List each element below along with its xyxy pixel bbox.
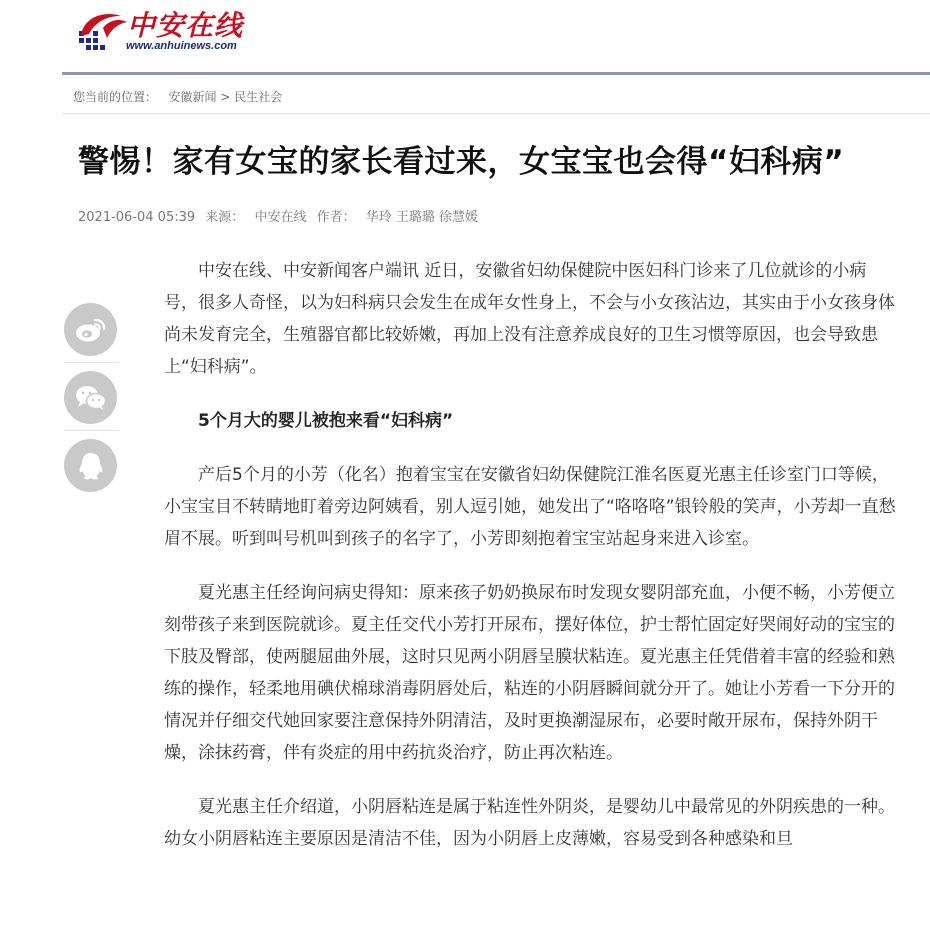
article-meta bbox=[78, 206, 484, 225]
article-paragraph: 夏光惠主任介绍道，小阴唇粘连是属于粘连性外阴炎，是婴幼儿中最常见的外阴疾患的一种。幼女小阴唇粘连主要原因是清洁不佳，因为小阴唇上皮薄嫩，容易受到各种感染和旦 bbox=[164, 797, 895, 849]
header-divider bbox=[62, 72, 930, 75]
logo-text: 中安在线 bbox=[127, 9, 244, 42]
logo-mark-icon bbox=[73, 8, 131, 56]
qq-icon bbox=[77, 451, 105, 481]
share-divider bbox=[64, 362, 119, 363]
share-wechat-button[interactable] bbox=[64, 371, 117, 424]
article-body bbox=[164, 255, 898, 877]
breadcrumb-item-livelihood[interactable]: 民生社会 bbox=[234, 90, 283, 104]
article-authors: 华玲 王璐璐 徐慧媛 bbox=[365, 210, 479, 225]
source-label: 来源： bbox=[205, 210, 245, 225]
author-label: 作者： bbox=[316, 210, 356, 225]
article-title: 警惕！家有女宝的家长看过来，女宝宝也会得“妇科病” bbox=[78, 144, 845, 180]
breadcrumb bbox=[73, 88, 282, 105]
article-source: 中安在线 bbox=[254, 210, 307, 225]
article-subheading: 5个月大的婴儿被抱来看“妇科病” bbox=[198, 411, 454, 431]
logo-url: www.anhuinews.com bbox=[126, 40, 237, 52]
share-qq-button[interactable] bbox=[64, 439, 117, 492]
weibo-icon bbox=[75, 316, 107, 344]
breadcrumb-divider bbox=[62, 113, 930, 114]
wechat-icon bbox=[74, 384, 108, 412]
share-weibo-button[interactable] bbox=[64, 303, 117, 356]
article-paragraph: 产后5个月的小芳（化名）抱着宝宝在安徽省妇幼保健院江淮名医夏光惠主任诊室门口等候，小宝宝目不转睛地盯着旁边阿姨看，别人逗引她，她发出了“咯咯咯”银铃般的笑声，小芳却一直愁眉不展。听到叫号机叫到孩子的名字了，小芳即刻抱着宝宝站起身来进入诊室。 bbox=[164, 465, 896, 549]
breadcrumb-item-anhui-news[interactable]: 安徽新闻 bbox=[168, 90, 217, 104]
breadcrumb-prefix: 您当前的位置： bbox=[73, 90, 158, 104]
share-divider bbox=[64, 430, 119, 431]
article-date: 2021-06-04 05:39 bbox=[78, 210, 196, 225]
article-paragraph: 中安在线、中安新闻客户端讯 近日，安徽省妇幼保健院中医妇科门诊来了几位就诊的小病号，很多人奇怪，以为妇科病只会发生在成年女性身上，不会与小女孩沾边，其实由于小女孩身体尚未发育完全，生殖器官都比较娇嫩，再加上没有注意养成良好的卫生习惯等原因，也会导致患上“妇科病”。 bbox=[164, 261, 895, 377]
breadcrumb-separator: > bbox=[220, 90, 231, 104]
article-paragraph: 夏光惠主任经询问病史得知：原来孩子奶奶换尿布时发现女婴阴部充血，小便不畅，小芳便立刻带孩子来到医院就诊。夏主任交代小芳打开尿布，摆好体位，护士帮忙固定好哭闹好动的宝宝的下肢及臀部，使两腿屈曲外展，这时只见两小阴唇呈膜状粘连。夏光惠主任凭借着丰富的经验和熟练的操作，轻柔地用碘伏棉球消毒阴唇处后，粘连的小阴唇瞬间就分开了。她让小芳看一下分开的情况并仔细交代她回家要注意保持外阴清洁，及时更换潮湿尿布，必要时敞开尿布，保持外阴干燥，涂抹药膏，伴有炎症的用中药抗炎治疗，防止再次粘连。 bbox=[164, 583, 895, 763]
